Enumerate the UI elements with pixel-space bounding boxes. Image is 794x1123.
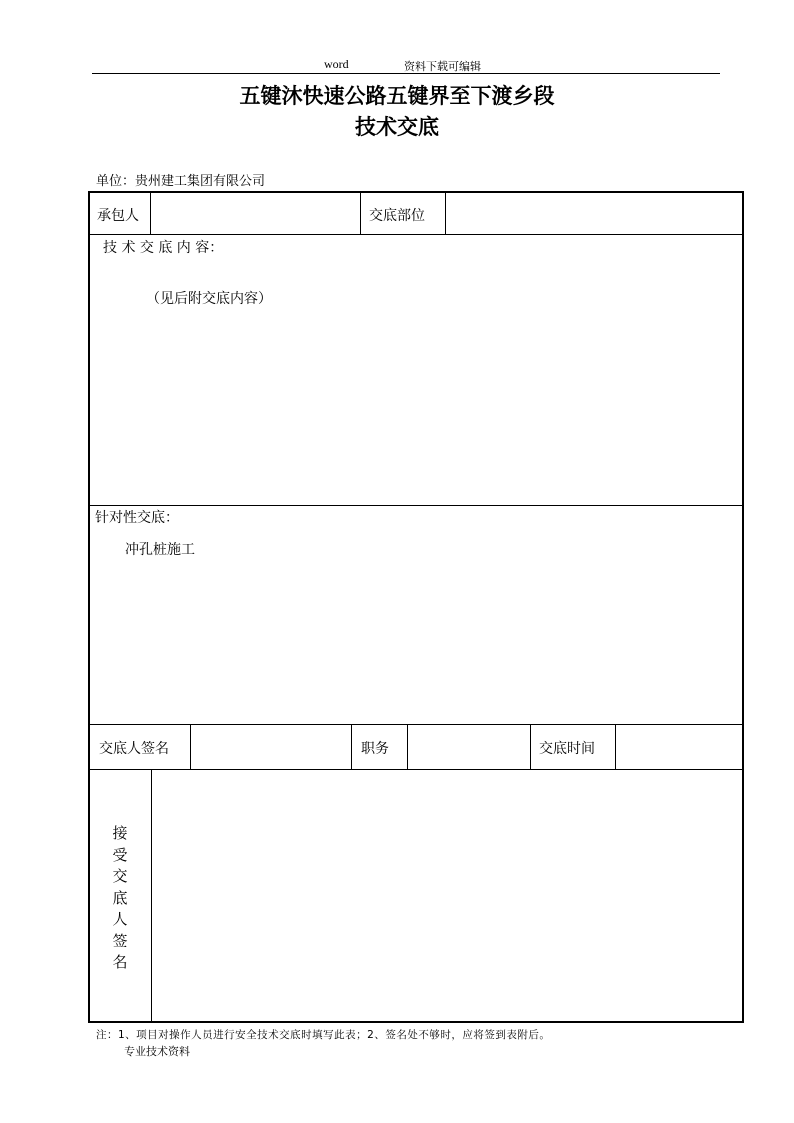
col-divider <box>360 193 361 234</box>
col-divider <box>445 193 446 234</box>
specific-label: 针对性交底： <box>95 510 179 526</box>
receiver-char: 交 <box>112 867 128 885</box>
col-divider <box>351 724 352 769</box>
disclosure-table <box>88 191 744 1023</box>
col-divider <box>407 724 408 769</box>
content-text: （见后附交底内容） <box>146 291 272 307</box>
receiver-signature-label <box>90 823 150 974</box>
col-divider <box>190 724 191 769</box>
position-label: 职务 <box>361 741 389 757</box>
specific-text: 冲孔桩施工 <box>125 542 195 558</box>
receiver-signature-area[interactable] <box>152 770 742 1020</box>
document-subtitle: 技术交底 <box>355 114 439 139</box>
content-label: 技 术 交 底 内 容： <box>103 240 224 256</box>
document-title: 五键沐快速公路五键界至下渡乡段 <box>239 83 555 108</box>
contractor-label: 承包人 <box>97 208 139 224</box>
receiver-char: 名 <box>112 953 128 971</box>
discloser-label: 交底人签名 <box>99 741 169 757</box>
header-rule <box>92 73 720 74</box>
receiver-char: 底 <box>112 888 128 907</box>
time-label: 交底时间 <box>539 741 595 757</box>
row-divider <box>90 724 742 725</box>
receiver-char: 签 <box>112 931 128 950</box>
footer-label: 专业技术资料 <box>124 1045 190 1058</box>
row-divider <box>90 234 742 235</box>
col-divider <box>150 193 151 234</box>
header-word: word <box>324 57 349 71</box>
header-doc-label: 资料下载可编辑 <box>404 60 481 73</box>
receiver-char: 受 <box>112 845 128 864</box>
receiver-char: 人 <box>112 910 128 928</box>
footnote: 注：1、项目对操作人员进行安全技术交底时填写此表；2、签名处不够时，应将签到表附后。 <box>96 1029 551 1041</box>
location-label: 交底部位 <box>369 208 425 224</box>
col-divider <box>530 724 531 769</box>
col-divider <box>615 724 616 769</box>
unit-label: 单位：贵州建工集团有限公司 <box>96 174 266 189</box>
receiver-char: 接 <box>112 824 128 842</box>
row-divider <box>90 505 742 506</box>
